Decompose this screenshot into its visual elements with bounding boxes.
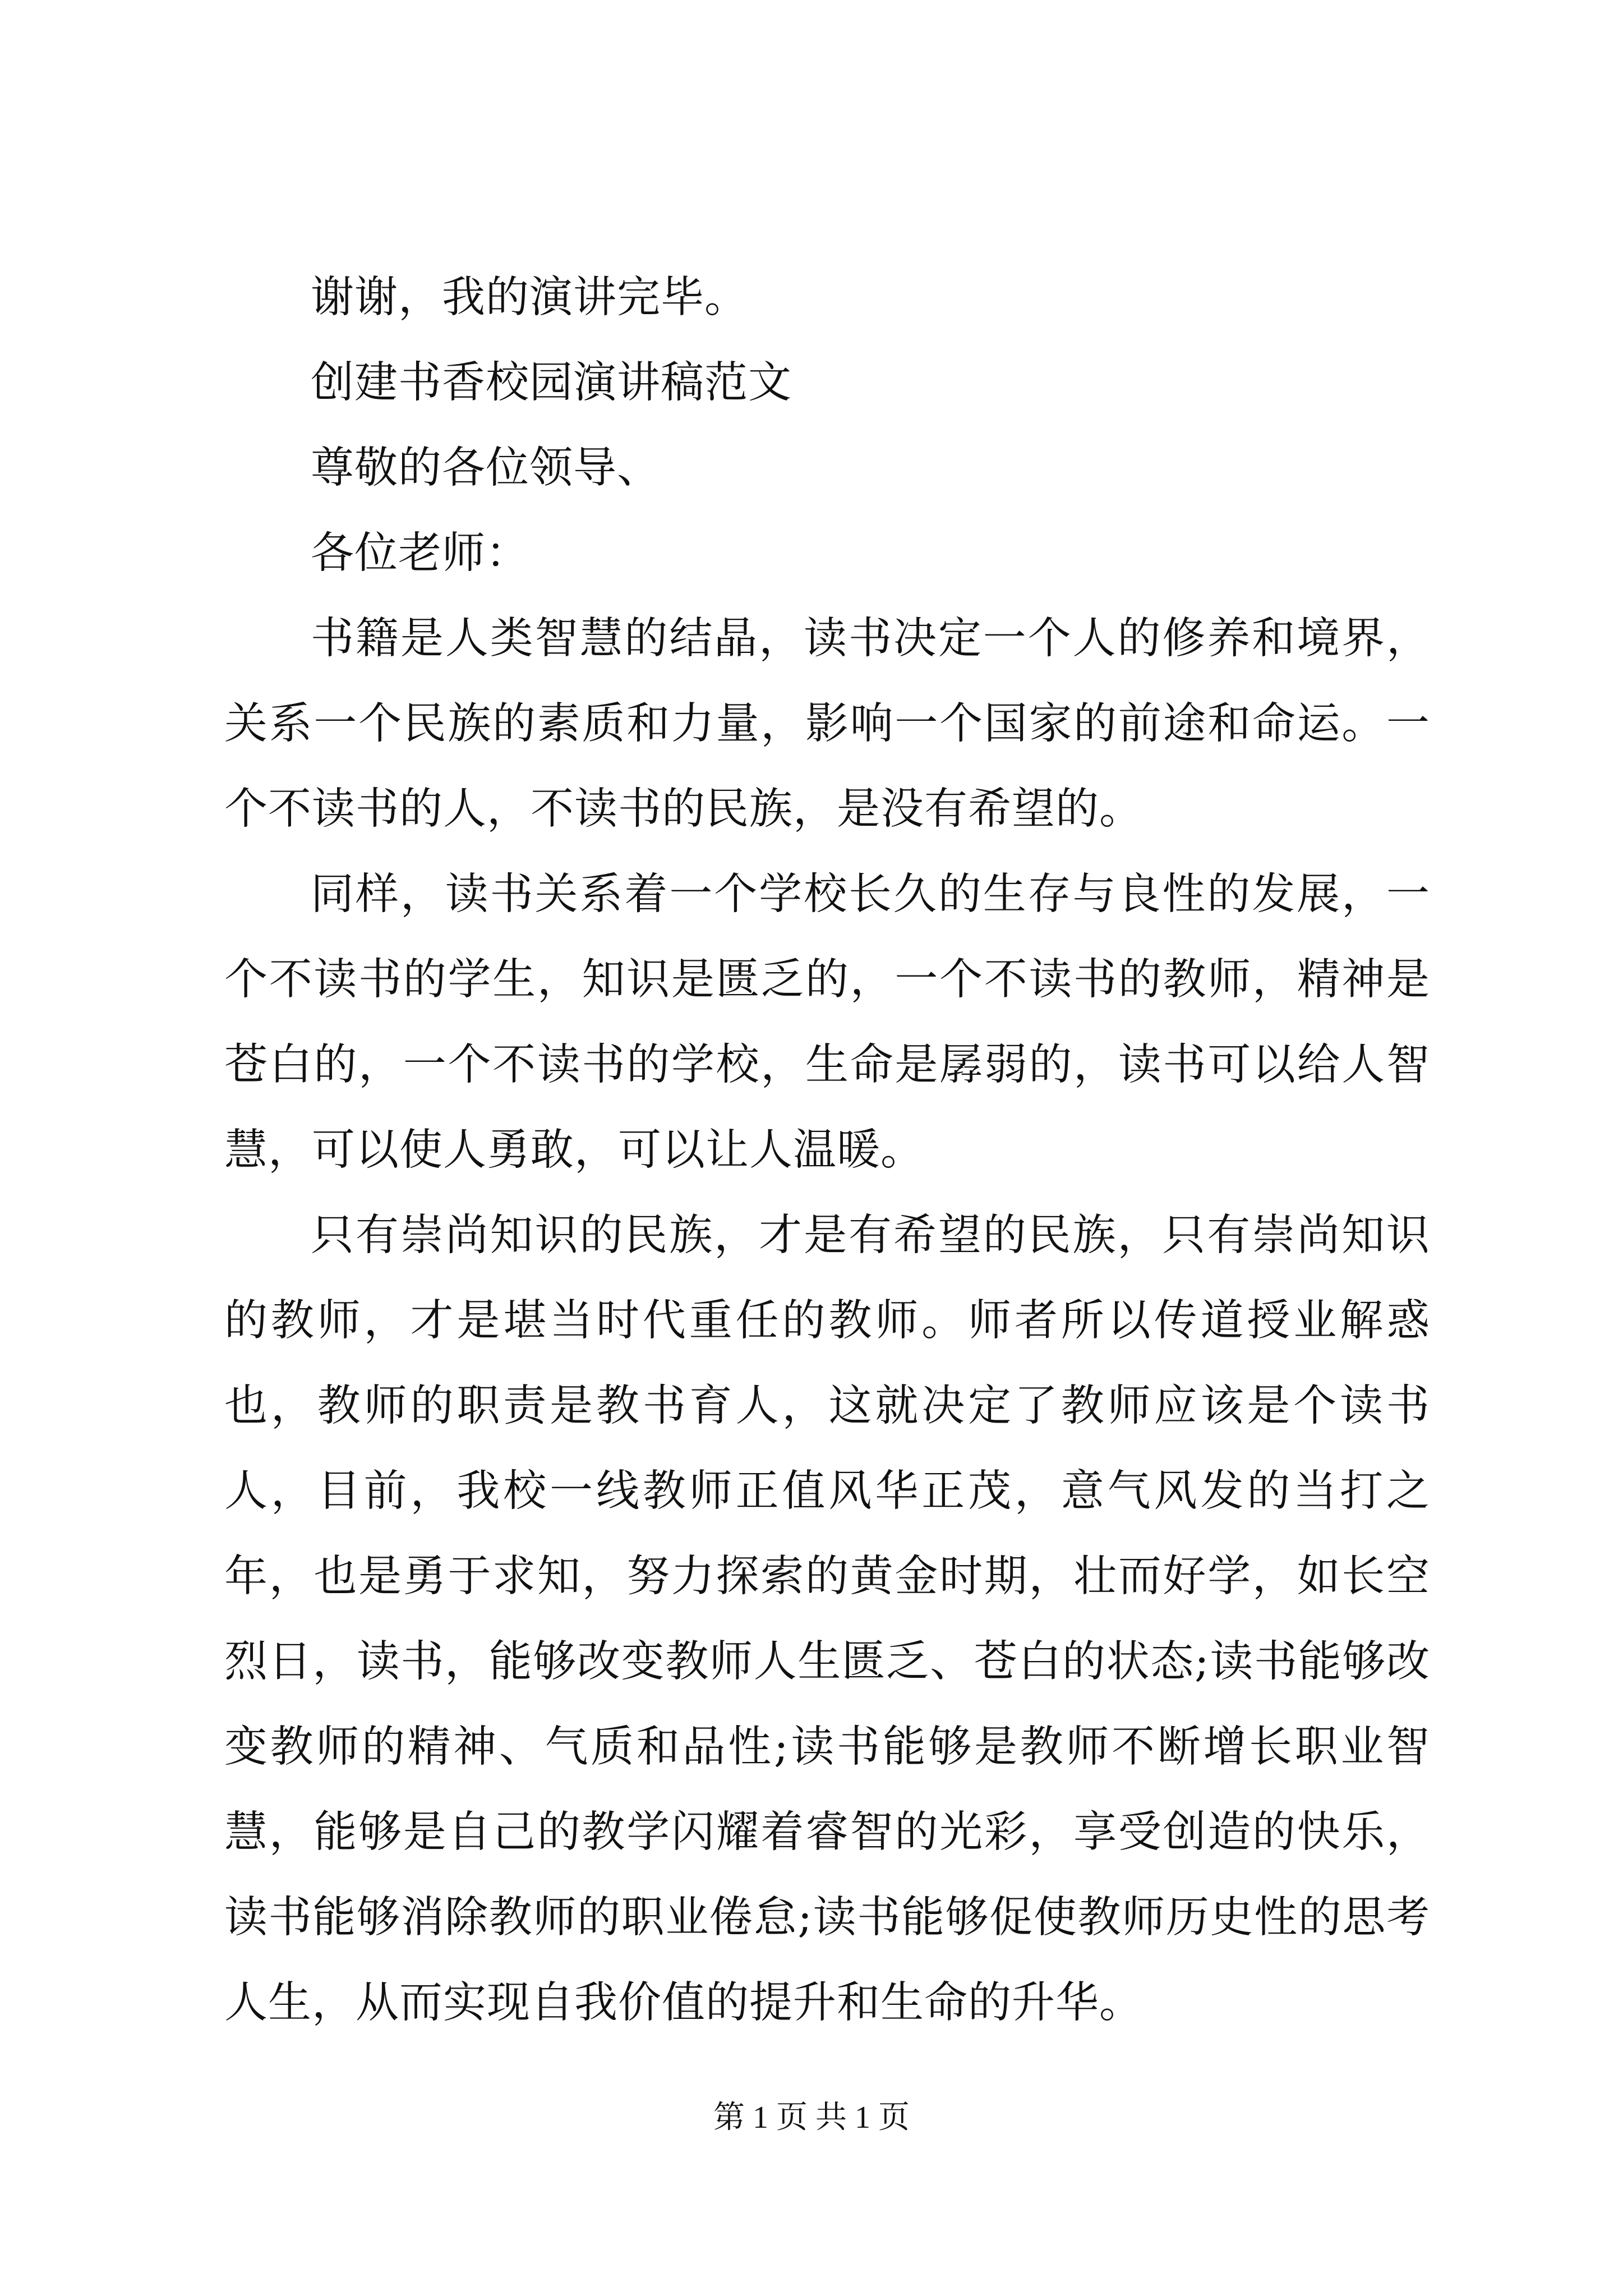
page-footer: 第 1 页 共 1 页 [713, 2100, 910, 2135]
document-body [224, 255, 1430, 2046]
speech-title: 创建书香校园演讲稿范文 [311, 358, 792, 408]
body-paragraph: 只有崇尚知识的民族，才是有希望的民族，只有崇尚知识的教师，才是堪当时代重任的教师。师者所以传道授业解惑也，教师的职责是教书育人，这就决定了教师应该是个读书人，目前，我校一线教师正值风华正茂，意气风发的当打之年，也是勇于求知，努力探索的黄金时期，壮而好学，如长空烈日，读书，能够改变教师人生匮乏、苍白的状态;读书能够改变教师的精神、气质和品性;读书能够是教师不断增长职业智慧，能够是自己的教学闪耀着睿智的光彩，享受创造的快乐，读书能够消除教师的职业倦怠;读书能够促使教师历史性的思考人生，从而实现自我价值的提升和生命的升华。 [224, 1211, 1430, 2028]
salutation-teachers: 各位老师： [311, 528, 529, 578]
body-paragraph: 书籍是人类智慧的结晶，读书决定一个人的修养和境界，关系一个民族的素质和力量，影响一个国家的前途和命运。一个不读书的人，不读书的民族，是没有希望的。 [224, 614, 1430, 834]
closing-line: 谢谢，我的演讲完毕。 [311, 273, 748, 323]
body-paragraph: 同样，读书关系着一个学校长久的生存与良性的发展，一个不读书的学生，知识是匮乏的，一个不读书的教师，精神是苍白的，一个不读书的学校，生命是孱弱的，读书可以给人智慧，可以使人勇敢，可以让人温暖。 [224, 869, 1430, 1175]
salutation-leaders: 尊敬的各位领导、 [311, 443, 661, 493]
